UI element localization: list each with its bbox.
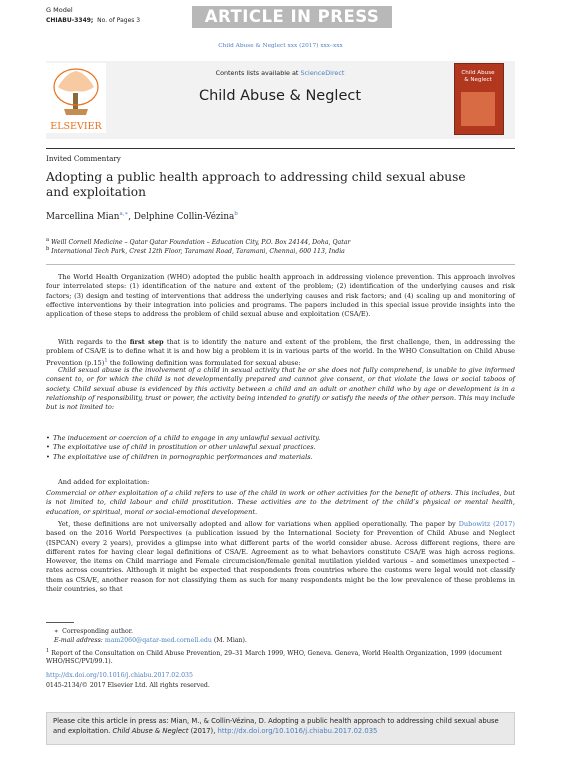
affiliation-mark: b [46, 246, 50, 252]
affiliation-divider [46, 264, 515, 265]
elsevier-wordmark: ELSEVIER [50, 121, 102, 132]
issn-copyright: 0145-2134/© 2017 Elsevier Ltd. All rights reserved. [46, 682, 210, 689]
list-item: • The inducement or coercion of a child to engage in any unlawful sexual activity. [46, 434, 515, 443]
text-run: With regards to the [58, 338, 130, 346]
cover-graphic [461, 92, 495, 126]
footnote-divider [46, 622, 74, 623]
contents-available-line [120, 69, 440, 77]
email-note [54, 637, 514, 645]
footnote-text: Report of the Consultation on Child Abuse Prevention, 29–31 March 1999, WHO, Geneva. Geneva, World Health Organization, 1999 (document WHO/HSC/PVI/99.1). [46, 650, 502, 666]
citation-link[interactable]: Dubowitz (2017) [458, 520, 515, 528]
article-in-press-banner: ARTICLE IN PRESS [192, 6, 392, 28]
journal-citation-line[interactable]: Child Abuse & Neglect xxx (2017) xxx–xxx [218, 43, 343, 49]
author-line [46, 211, 238, 222]
body-paragraph: And added for exploitation: [58, 478, 150, 486]
exploitation-quote: Commercial or other exploitation of a child refers to use of the child in work or other activities for the benefit of others. This includes, but is not limited to, child labour and child prostitution. These activities are to the detriment of the child’s physical or mental health, education, or spiritual, moral or social-emotional development. [46, 489, 515, 516]
list-item: • The exploitative use of children in pornographic performances and materials. [46, 453, 515, 462]
journal-title: Child Abuse & Neglect [198, 88, 362, 104]
author-name: Marcellina Mian [46, 211, 120, 222]
sciencedirect-link[interactable]: ScienceDirect [300, 69, 345, 77]
citation-box [46, 712, 515, 745]
affiliation-text: International Tech Park, Crest 12th Floor, Taramani Road, Taramani, Chennai, 600 113, India [51, 248, 345, 256]
text-run: that is to identify the nature and extent of the problem, the first challenge, then, in addressing the problem of CSA/E is to define what it is and how big a problem it is in various parts of the world. In the WHO Consultation on Child Abuse Prevention (p.15) [46, 338, 515, 367]
author-name: Delphine Collin-Vézina [133, 211, 235, 222]
footnote-number: 1 [46, 648, 50, 654]
affiliation-mark: a [46, 237, 50, 243]
cite-doi-link[interactable]: http://dx.doi.org/10.1016/j.chiabu.2017.02.035 [217, 726, 378, 735]
cite-journal: Child Abuse & Neglect [112, 726, 189, 735]
article-category: Invited Commentary [46, 154, 121, 163]
contents-prefix: Contents lists available at [215, 69, 301, 77]
corresponding-author-note [54, 628, 514, 636]
article-title: Adopting a public health approach to addressing child sexual abuse and exploitation [46, 170, 466, 199]
author-affiliation-mark[interactable]: b [234, 211, 238, 217]
footnote [46, 647, 514, 666]
footnote-ref[interactable]: 1 [104, 357, 108, 364]
emphasis: first step [129, 338, 164, 346]
text-run: the following definition was formulated for sexual abuse: [107, 358, 301, 367]
doi-link[interactable]: http://dx.doi.org/10.1016/j.chiabu.2017.02.035 [46, 672, 193, 679]
header-divider [46, 148, 515, 149]
footnote-text: Corresponding author. [62, 628, 134, 635]
elsevier-tree-logo [46, 63, 106, 133]
footnote-symbol: ∗ [54, 628, 59, 635]
cite-text: Please cite this article in press as: Mian, M., & Collin-Vézina, D. Adopting a public health approach to addressing child sexual abuse and exploitation. [53, 717, 499, 735]
email-suffix: (M. Mian). [211, 637, 247, 644]
g-model-label: G Model [46, 6, 73, 14]
cite-year: (2017), [188, 726, 218, 735]
text-run: based on the 2016 World Perspectives (a publication issued by the International Society for Prevention of Child Abuse and Neglect (ISPCAN) every 2 years), provides a glimpse into what different parts of the world consider abuse. Across different regions, there are different rates for having clear legal definitions of CSA/E. Agreement as to what behaviors constitute CSA/E was high across regions. However, the items on Child marriage and Female circumcision/female genital mutilation yielded various – and sometimes unexpected – rates across countries. Although it might be expected that respondents from countries where the customs were legal would not classify them as CSA/E, another reason for not classifying them as such for many respondents might be the low prevalence of these problems in their countries, so that [46, 529, 515, 594]
body-paragraph: The World Health Organization (WHO) adopted the public health approach in addressing violence prevention. This approach involves four interrelated steps: (1) identification of the nature and extent of the problem; (2) identification of the underlying causes and risk factors; (3) design and testing of interventions that address the underlying causes and risk factors; and (4) scaling up and monitoring of effective interventions by their integration into policies and programs. The papers included in this special issue provide insights into the application of these steps to address the problem of child sexual abuse and exploitation (CSA/E). [46, 273, 515, 319]
list-item: • The exploitative use of child in prostitution or other unlawful sexual practices. [46, 443, 515, 452]
email-link[interactable]: mam2060@qatar-med.cornell.edu [104, 637, 212, 644]
cover-title: Child Abuse & Neglect [461, 70, 495, 83]
body-paragraph [46, 338, 515, 368]
author-affiliation-mark[interactable]: a,∗ [119, 211, 129, 217]
definition-bullet-list [46, 434, 515, 462]
affiliation [46, 245, 345, 256]
definition-quote: Child sexual abuse is the involvement of a child in sexual activity that he or she does not fully comprehend, is unable to give informed consent to, or for which the child is not developmentally prepared and cannot give consent, or that violate the laws or social taboos of society. Child sexual abuse is evidenced by this activity between a child and an adult or another child who by age or development is in a relationship of responsibility, trust or power, the activity being intended to gratify or satisfy the needs of the other person. This may include but is not limited to: [46, 366, 515, 412]
email-label: E-mail address: [54, 637, 105, 644]
text-run: Yet, these definitions are not universally adopted and allow for variations when applied operationally. The paper by [58, 520, 459, 528]
affiliation-text: Weill Cornell Medicine – Qatar Qatar Foundation – Education City, P.O. Box 24144, Doha, Qatar [51, 239, 351, 247]
article-id-line [46, 17, 140, 24]
journal-cover-thumbnail [454, 63, 504, 135]
page-count: No. of Pages 3 [97, 17, 141, 24]
body-paragraph [46, 520, 515, 594]
article-id: CHIABU-3349; [46, 17, 94, 24]
author-separator: , [128, 211, 134, 222]
